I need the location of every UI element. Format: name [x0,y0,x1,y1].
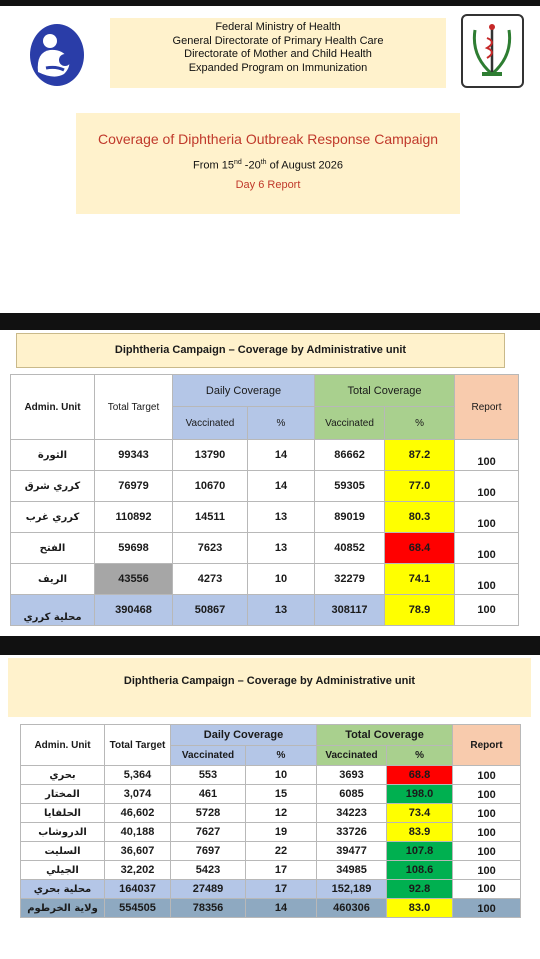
header-line-3: Directorate of Mother and Child Health [184,48,372,60]
unit-name: الحلفايا [21,804,105,823]
total-vaccinated: 6085 [317,785,387,804]
ministry-emblem-icon [461,14,524,88]
unit-name: محلية كرري [11,595,95,626]
daily-vaccinated: 27489 [171,880,246,899]
total-percent: 78.9 [385,595,455,626]
header-total-coverage: Total Coverage [315,375,455,407]
header-daily-vaccinated: Vaccinated [173,407,248,440]
report-dates: From 15nd -20th of August 2026 [192,159,344,172]
state-total-row [21,899,521,918]
unit-name: كرري شرق [11,471,95,502]
table2-caption: Diphtheria Campaign – Coverage by Administrative unit [8,658,531,717]
header-daily-percent: % [246,746,317,766]
table1-caption: Diphtheria Campaign – Coverage by Administrative unit [16,333,505,368]
total-vaccinated: 34985 [317,861,387,880]
header-total-coverage: Total Coverage [317,725,453,746]
total-row [21,880,521,899]
header-line-1: Federal Ministry of Health [215,21,341,33]
unit-name: المختار [21,785,105,804]
total-vaccinated: 40852 [315,533,385,564]
total-vaccinated: 3693 [317,766,387,785]
table-row [21,842,521,861]
total-target: 76979 [95,471,173,502]
table-row [11,564,519,595]
total-vaccinated: 33726 [317,823,387,842]
total-target: 554505 [105,899,171,918]
report-value: 100 [453,899,521,918]
total-target: 110892 [95,502,173,533]
unit-name: ولاية الخرطوم [21,899,105,918]
daily-percent: 14 [248,440,315,471]
daily-vaccinated: 50867 [173,595,248,626]
total-percent: 73.4 [387,804,453,823]
total-target: 43556 [95,564,173,595]
report-value: 100 [455,564,519,595]
report-value: 100 [455,595,519,626]
divider-bar-2 [0,636,540,655]
total-percent: 74.1 [385,564,455,595]
total-target: 46,602 [105,804,171,823]
daily-vaccinated: 5728 [171,804,246,823]
daily-percent: 10 [248,564,315,595]
daily-vaccinated: 14511 [173,502,248,533]
total-vaccinated: 32279 [315,564,385,595]
total-target: 36,607 [105,842,171,861]
report-title: Coverage of Diphtheria Outbreak Response Campaign [97,131,439,147]
total-vaccinated: 34223 [317,804,387,823]
header-total-percent: % [387,746,453,766]
header-line-2: General Directorate of Primary Health Care [172,34,384,47]
coverage-table-bahri [20,724,521,918]
total-percent: 198.0 [387,785,453,804]
total-vaccinated: 460306 [317,899,387,918]
total-target: 5,364 [105,766,171,785]
total-vaccinated: 59305 [315,471,385,502]
header-daily-vaccinated: Vaccinated [171,746,246,766]
daily-vaccinated: 7623 [173,533,248,564]
daily-percent: 12 [246,804,317,823]
report-title-box [76,113,460,214]
table-row [11,440,519,471]
report-value: 100 [455,471,519,502]
report-value: 100 [453,785,521,804]
daily-percent: 14 [246,899,317,918]
total-target: 40,188 [105,823,171,842]
total-percent: 87.2 [385,440,455,471]
header-admin-unit: Admin. Unit [21,725,105,766]
daily-vaccinated: 5423 [171,861,246,880]
header-daily-percent: % [248,407,315,440]
report-value: 100 [455,502,519,533]
report-value: 100 [455,533,519,564]
unit-name: كرري غرب [11,502,95,533]
total-vaccinated: 152,189 [317,880,387,899]
table-row [21,785,521,804]
unit-name: الريف [11,564,95,595]
header-admin-unit: Admin. Unit [11,375,95,440]
total-percent: 68.8 [387,766,453,785]
total-vaccinated: 308117 [315,595,385,626]
top-bar [0,0,540,6]
header-total-target: Total Target [105,725,171,766]
daily-percent: 15 [246,785,317,804]
total-percent: 83.9 [387,823,453,842]
total-target: 3,074 [105,785,171,804]
daily-vaccinated: 4273 [173,564,248,595]
header-daily-coverage: Daily Coverage [173,375,315,407]
table-row [21,766,521,785]
header-report: Report [455,375,519,440]
daily-vaccinated: 10670 [173,471,248,502]
daily-percent: 17 [246,861,317,880]
total-row [11,595,519,626]
daily-percent: 13 [248,502,315,533]
table-row [21,861,521,880]
report-value: 100 [453,804,521,823]
unit-name: السليت [21,842,105,861]
report-value: 100 [453,880,521,899]
unit-name: الثورة [11,440,95,471]
header-total-target: Total Target [95,375,173,440]
daily-vaccinated: 78356 [171,899,246,918]
report-value: 100 [453,842,521,861]
daily-percent: 13 [248,533,315,564]
daily-percent: 19 [246,823,317,842]
coverage-table-karari [10,374,519,626]
total-percent: 107.8 [387,842,453,861]
daily-vaccinated: 7627 [171,823,246,842]
table-row [11,533,519,564]
header-total-percent: % [385,407,455,440]
total-percent: 92.8 [387,880,453,899]
divider-bar-1 [0,313,540,330]
header-daily-coverage: Daily Coverage [171,725,317,746]
unit-name: الدروشاب [21,823,105,842]
daily-vaccinated: 7697 [171,842,246,861]
unit-name: بحري [21,766,105,785]
report-value: 100 [453,823,521,842]
report-value: 100 [453,766,521,785]
header-line-4: Expanded Program on Immunization [188,61,368,74]
total-target: 99343 [95,440,173,471]
daily-percent: 17 [246,880,317,899]
daily-percent: 10 [246,766,317,785]
epi-logo-icon [28,22,86,88]
unit-name: الفتح [11,533,95,564]
daily-vaccinated: 13790 [173,440,248,471]
total-vaccinated: 39477 [317,842,387,861]
report-day: Day 6 Report [235,178,301,191]
unit-name: الجيلي [21,861,105,880]
daily-percent: 14 [248,471,315,502]
total-percent: 77.0 [385,471,455,502]
unit-name: محلية بحري [21,880,105,899]
table-row [21,804,521,823]
total-percent: 68.4 [385,533,455,564]
total-vaccinated: 89019 [315,502,385,533]
total-percent: 80.3 [385,502,455,533]
report-value: 100 [453,861,521,880]
total-target: 32,202 [105,861,171,880]
total-vaccinated: 86662 [315,440,385,471]
table-row [11,502,519,533]
total-target: 390468 [95,595,173,626]
total-percent: 108.6 [387,861,453,880]
total-target: 59698 [95,533,173,564]
daily-percent: 13 [248,595,315,626]
daily-percent: 22 [246,842,317,861]
ministry-header [110,18,446,88]
daily-vaccinated: 553 [171,766,246,785]
header-total-vaccinated: Vaccinated [317,746,387,766]
table-row [21,823,521,842]
daily-vaccinated: 461 [171,785,246,804]
report-value: 100 [455,440,519,471]
header-report: Report [453,725,521,766]
table-row [11,471,519,502]
total-percent: 83.0 [387,899,453,918]
total-target: 164037 [105,880,171,899]
header-total-vaccinated: Vaccinated [315,407,385,440]
